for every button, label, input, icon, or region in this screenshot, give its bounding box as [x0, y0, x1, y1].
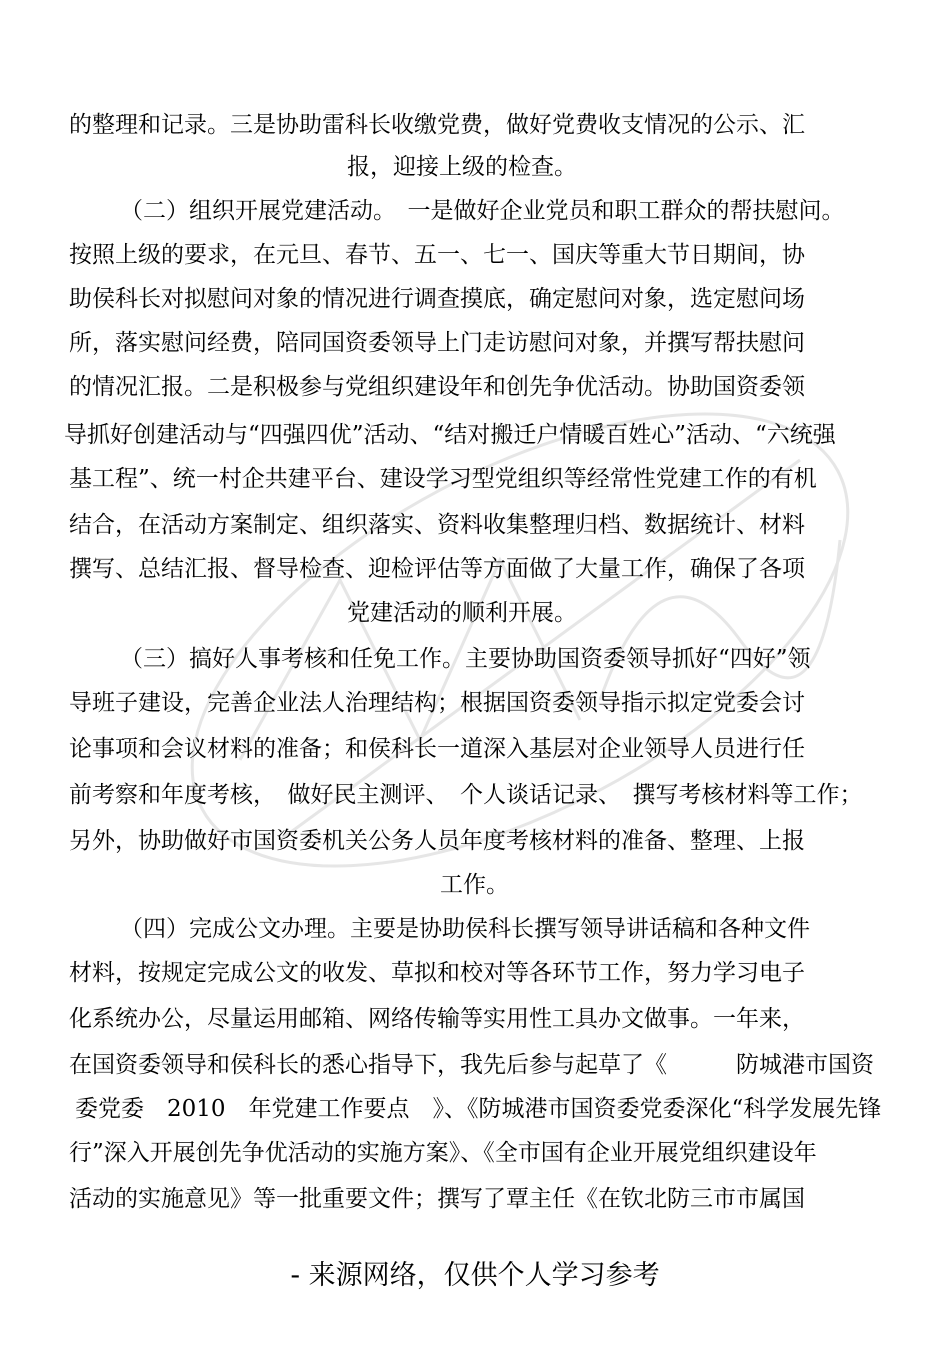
- text-line-7: 的情况汇报。二是积极参与党组织建设年和创先争优活动。协助国资委领: [69, 374, 805, 400]
- text-line-6: 所，落实慰问经费，陪同国资委领导上门走访慰问对象，并撰写帮扶慰问: [69, 330, 805, 356]
- text-line-18: 工作。: [440, 872, 509, 898]
- text-line-15: 论事项和会议材料的准备；和侯科长一道深入基层对企业领导人员进行任: [69, 736, 805, 762]
- text-line-10: 结合，在活动方案制定、组织落实、资料收集整理归档、数据统计、材料: [69, 512, 805, 538]
- text-line-19: （四）完成公文办理。主要是协助侯科长撰写领导讲话稿和各种文件: [120, 916, 810, 942]
- text-line-8: 导抓好创建活动与“四强四优”活动、“结对搬迁户情暖百姓心”活动、“六统强: [64, 422, 836, 448]
- text-line-12: 党建活动的顺利开展。: [347, 600, 577, 626]
- text-line-20: 材料，按规定完成公文的收发、草拟和校对等各环节工作，努力学习电子: [69, 960, 805, 986]
- text-line-21: 化系统办公，尽量运用邮箱、网络传输等实用性工具办文做事。一年来，: [69, 1006, 805, 1032]
- text-line-9: 基工程”、统一村企共建平台、建设学习型党组织等经常性党建工作的有机: [69, 466, 817, 492]
- text-line-14: 导班子建设，完善企业法人治理结构；根据国资委领导指示拟定党委会讨: [69, 690, 805, 716]
- text-line-5: 助侯科长对拟慰问对象的情况进行调查摸底，确定慰问对象，选定慰问场: [69, 286, 805, 312]
- page-footer: - 来源网络，仅供个人学习参考: [290, 1260, 660, 1291]
- text-line-4: 按照上级的要求，在元旦、春节、五一、七一、国庆等重大节日期间，协: [69, 242, 805, 268]
- text-line-22: 在国资委领导和侯科长的悉心指导下，我先后参与起草了《 防城港市国资: [69, 1052, 874, 1078]
- text-line-16: 前考察和年度考核， 做好民主测评、 个人谈话记录、 撰写考核材料等工作；: [69, 782, 863, 808]
- text-line-13: （三）搞好人事考核和任免工作。主要协助国资委领导抓好“四好”领: [120, 646, 811, 672]
- text-line-23: 委党委 2010 年党建工作要点 》、《防城港市国资委党委深化“科学发展先锋: [75, 1096, 882, 1122]
- text-line-3: （二）组织开展党建活动。 一是做好企业党员和职工群众的帮扶慰问。: [120, 198, 845, 224]
- text-line-2: 报，迎接上级的检查。: [347, 154, 577, 180]
- text-line-24: 行”深入开展创先争优活动的实施方案》、《全市国有企业开展党组织建设年: [69, 1140, 817, 1166]
- watermark-graphic: [120, 380, 920, 900]
- text-line-1: 的整理和记录。三是协助雷科长收缴党费，做好党费收支情况的公示、汇: [69, 112, 805, 138]
- text-line-17: 另外，协助做好市国资委机关公务人员年度考核材料的准备、整理、上报: [69, 828, 805, 854]
- text-line-25: 活动的实施意见》等一批重要文件；撰写了覃主任《在钦北防三市市属国: [69, 1186, 805, 1212]
- text-line-11: 撰写、总结汇报、督导检查、迎检评估等方面做了大量工作，确保了各项: [69, 556, 805, 582]
